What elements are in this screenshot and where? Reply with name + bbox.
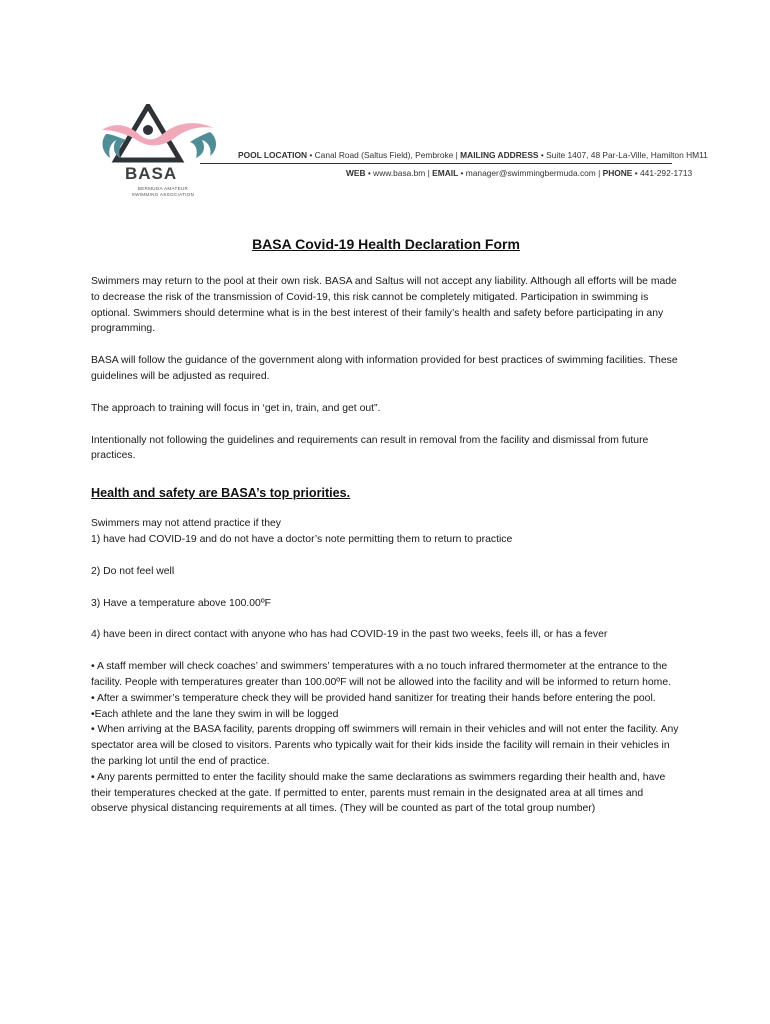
phone-number: 441-292-1713 — [640, 168, 693, 178]
logo-subtitle: BERMUDA AMATEUR SWIMMING ASSOCIATION — [131, 186, 195, 197]
intro-paragraph: BASA will follow the guidance of the government along with information provided for best practices of swimming facilities. These guidelines will be adjusted as required. — [91, 355, 678, 382]
pool-location: Canal Road (Saltus Field), Pembroke — [314, 150, 454, 160]
condition-item: 4) have been in direct contact with anyone who has had COVID-19 in the past two weeks, feels ill, or has a fever — [91, 629, 608, 641]
section-heading: Health and safety are BASA’s top priorities. — [91, 486, 351, 501]
logo-swimmer-head — [143, 125, 153, 135]
contact-line-1: POOL LOCATION • Canal Road (Saltus Field), Pembroke | MAILING ADDRESS • Suite 1407, 48 Par-La-Ville, Hamilton HM11 — [238, 150, 708, 160]
mailing-address: Suite 1407, 48 Par-La-Ville, Hamilton HM11 — [546, 150, 708, 160]
mailing-address-label: MAILING ADDRESS — [460, 150, 539, 160]
logo-wordmark: BASA — [125, 164, 178, 183]
bullet-item: • After a swimmer’s temperature check they will be provided hand sanitizer for treating their hands before entering the pool. — [91, 692, 656, 704]
condition-item: 2) Do not feel well — [91, 565, 175, 577]
letterhead — [0, 0, 770, 210]
logo-right-fin — [190, 132, 216, 158]
web-label: WEB — [346, 168, 366, 178]
bullet-item: •Each athlete and the lane they swim in will be logged — [91, 708, 339, 720]
bullet-item: • When arriving at the BASA facility, parents dropping off swimmers will remain in their vehicles and will not enter the facility. Any spectator area will be closed to visitors. Parents who typically wait for their kids inside the facility will remain in their vehicles in the parking lot until the end of practice. — [91, 724, 679, 767]
email-address: manager@swimmingbermuda.com — [465, 168, 596, 178]
email-label: EMAIL — [432, 168, 459, 178]
web-address: www.basa.bm — [373, 168, 426, 178]
intro-paragraph: Swimmers may return to the pool at their own risk. BASA and Saltus will not accept any liability. Although all efforts will be made to decrease the risk of the transmission of Covid-19, this risk cannot be completely mitigated. Participation in swimming is optional. Swimmers should determine what is in the best interest of their family’s health and safety before participating in any programming. — [91, 276, 677, 335]
pool-location-label: POOL LOCATION — [238, 150, 308, 160]
intro-paragraph: Intentionally not following the guidelines and requirements can result in removal from the facility and dismissal from future practices. — [91, 434, 649, 462]
bullet-item: • A staff member will check coaches’ and swimmers’ temperatures with a no touch infrared thermometer at the entrance to the facility. People with temperatures greater than 100.00ºF will not be allowed into the facility and will be informed to return home. — [91, 661, 672, 688]
phone-label: PHONE — [602, 168, 633, 178]
document-body — [91, 236, 681, 817]
intro-paragraph: The approach to training will focus in ‘get in, train, and get out”. — [91, 402, 381, 414]
bullet-item: • Any parents permitted to enter the facility should make the same declarations as swimmers regarding their health and, have their temperatures checked at the gate. If permitted to enter, parents must remain in the designated area at all times and observe physical distancing requirements at all times. (They will be counted as part of the total group number) — [91, 771, 666, 815]
conditions-intro: Swimmers may not attend practice if they — [91, 518, 281, 530]
contact-line-2: WEB • www.basa.bm | EMAIL • manager@swimmingbermuda.com | PHONE • 441-292-1713 — [346, 168, 693, 178]
condition-item: 1) have had COVID-19 and do not have a doctor’s note permitting them to return to practice — [91, 533, 513, 545]
document-title: BASA Covid-19 Health Declaration Form — [252, 236, 520, 252]
header-divider — [200, 163, 672, 164]
condition-item: 3) Have a temperature above 100.00ºF — [91, 597, 271, 609]
